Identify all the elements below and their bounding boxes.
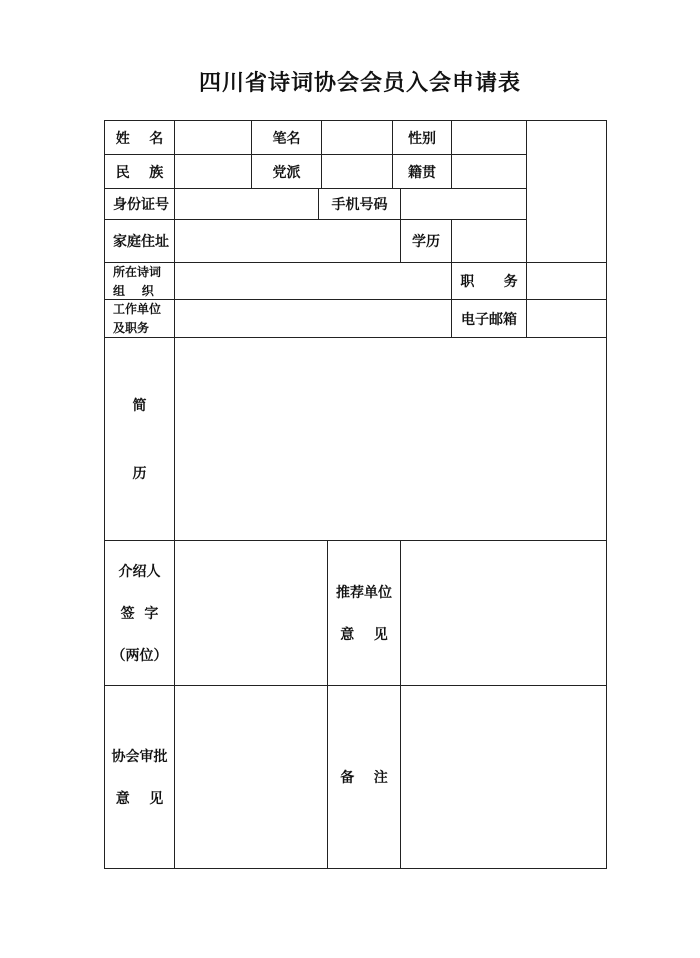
id-number-field[interactable]: [174, 188, 319, 220]
native-place-label: 籍贯: [392, 154, 452, 189]
position-label: 职 务: [451, 262, 527, 300]
education-field[interactable]: [451, 219, 527, 263]
name-label: 姓 名: [104, 120, 175, 155]
photo-box[interactable]: [526, 120, 607, 263]
ethnicity-field[interactable]: [174, 154, 252, 189]
introducer-field[interactable]: [174, 540, 328, 686]
party-field[interactable]: [321, 154, 393, 189]
address-label: 家庭住址: [104, 219, 175, 263]
email-label: 电子邮箱: [451, 299, 527, 338]
approval-label: 协会审批 意 见: [104, 685, 175, 869]
gender-label: 性别: [392, 120, 452, 155]
name-field[interactable]: [174, 120, 252, 155]
party-label: 党派: [251, 154, 322, 189]
remarks-label: 备 注: [327, 685, 401, 869]
email-field[interactable]: [526, 299, 607, 338]
id-number-label: 身份证号: [104, 188, 175, 220]
pen-name-field[interactable]: [321, 120, 393, 155]
native-place-field[interactable]: [451, 154, 527, 189]
introducer-label: 介绍人 签 字 （两位）: [104, 540, 175, 686]
resume-label: 简 历: [104, 337, 175, 541]
gender-field[interactable]: [451, 120, 527, 155]
position-field[interactable]: [526, 262, 607, 300]
poetry-org-field[interactable]: [174, 262, 452, 300]
work-unit-label: 工作单位 及职务: [104, 299, 175, 338]
remarks-field[interactable]: [400, 685, 607, 869]
work-unit-field[interactable]: [174, 299, 452, 338]
address-field[interactable]: [174, 219, 401, 263]
pen-name-label: 笔名: [251, 120, 322, 155]
approval-field[interactable]: [174, 685, 328, 869]
resume-field[interactable]: [174, 337, 607, 541]
poetry-org-label: 所在诗词 组 织: [104, 262, 175, 300]
education-label: 学历: [400, 219, 452, 263]
ethnicity-label: 民 族: [104, 154, 175, 189]
recommend-label: 推荐单位 意 见: [327, 540, 401, 686]
phone-label: 手机号码: [318, 188, 401, 220]
form-title: 四川省诗词协会会员入会申请表: [198, 70, 521, 96]
phone-field[interactable]: [400, 188, 527, 220]
recommend-field[interactable]: [400, 540, 607, 686]
